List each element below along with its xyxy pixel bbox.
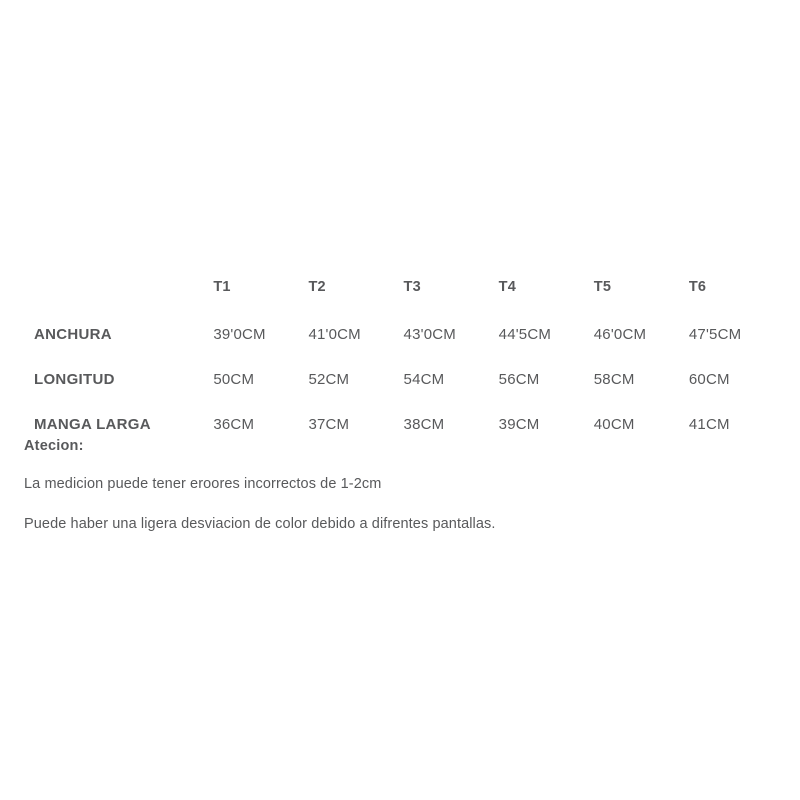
size-chart-table <box>24 262 784 447</box>
cell-anchura-t6: 47'5CM <box>688 326 742 343</box>
row-label-longitud: LONGITUD <box>34 371 115 388</box>
note-line-measurement: La medicion puede tener eroores incorrectos de 1-2cm <box>24 476 382 492</box>
cell-longitud-t5: 58CM <box>593 371 635 388</box>
row-label-manga-larga: MANGA LARGA <box>34 416 151 433</box>
column-header-t1: T1 <box>213 279 231 295</box>
cell-longitud-t2: 52CM <box>308 371 350 388</box>
column-header-t4: T4 <box>498 279 516 295</box>
cell-manga-larga-t1: 36CM <box>213 416 255 433</box>
cell-manga-larga-t2: 37CM <box>308 416 350 433</box>
notes-section <box>24 438 764 556</box>
column-header-t6: T6 <box>688 279 707 295</box>
cell-anchura-t4: 44'5CM <box>498 326 552 343</box>
cell-manga-larga-t6: 41CM <box>688 416 730 433</box>
table-corner-cell <box>24 262 213 312</box>
cell-anchura-t2: 41'0CM <box>308 326 361 343</box>
table-header <box>24 262 784 312</box>
table-row <box>24 312 784 357</box>
cell-longitud-t3: 54CM <box>403 371 445 388</box>
cell-manga-larga-t5: 40CM <box>593 416 635 433</box>
column-header-t3: T3 <box>403 279 421 295</box>
cell-manga-larga-t3: 38CM <box>403 416 445 433</box>
cell-longitud-t6: 60CM <box>688 371 730 388</box>
row-label-anchura: ANCHURA <box>34 326 112 343</box>
column-header-t2: T2 <box>308 279 326 295</box>
cell-anchura-t5: 46'0CM <box>593 326 647 343</box>
cell-longitud-t1: 50CM <box>213 371 255 388</box>
column-header-t5: T5 <box>593 279 612 295</box>
table-row <box>24 357 784 402</box>
notes-title: Atecion: <box>24 438 84 454</box>
note-line-color: Puede haber una ligera desviacion de color debido a difrentes pantallas. <box>24 516 496 532</box>
cell-longitud-t4: 56CM <box>498 371 540 388</box>
cell-manga-larga-t4: 39CM <box>498 416 540 433</box>
cell-anchura-t3: 43'0CM <box>403 326 456 343</box>
table-header-row <box>24 262 784 312</box>
cell-anchura-t1: 39'0CM <box>213 326 266 343</box>
table-body <box>24 312 784 447</box>
